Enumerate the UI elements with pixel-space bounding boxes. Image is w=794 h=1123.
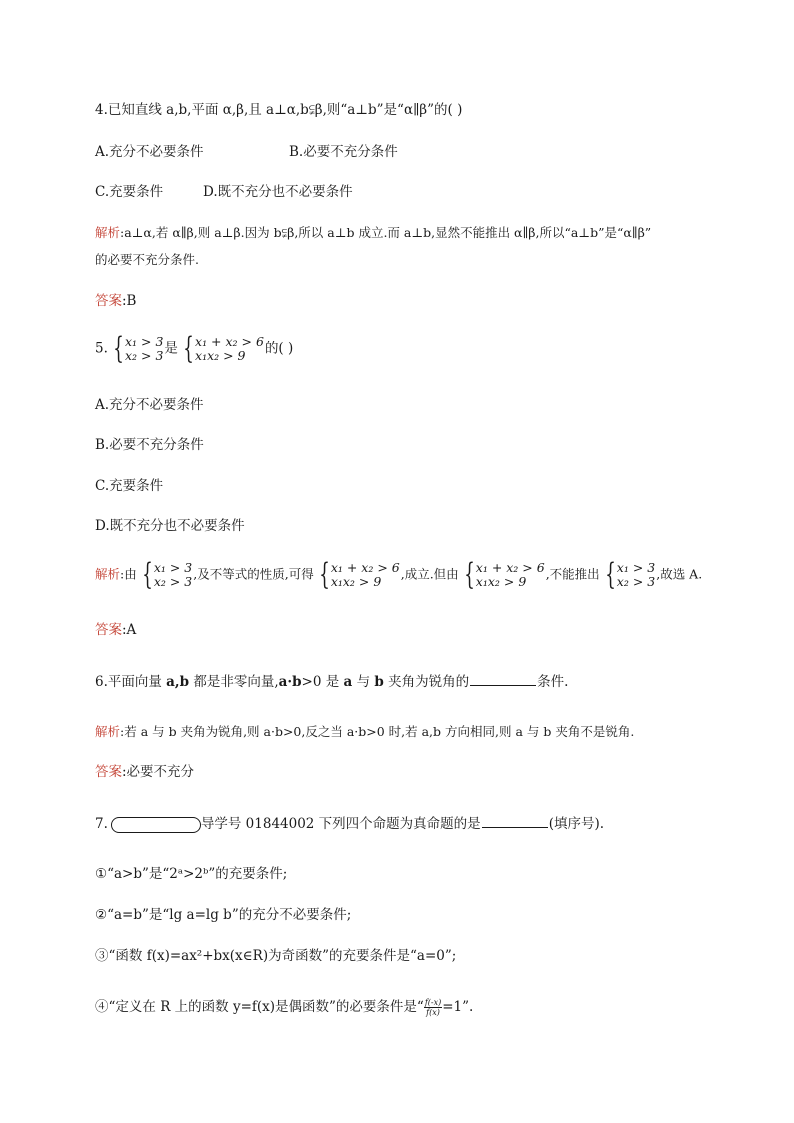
analysis-label: 解析 (95, 225, 121, 240)
analysis-label: 解析 (95, 566, 121, 582)
q4-answer-value: :B (122, 293, 137, 309)
q6-analysis (95, 723, 634, 741)
answer-label: 答案 (95, 764, 122, 780)
q5-system-b: { x₁ + x₂ > 6 x₁x₂ > 9 (183, 331, 264, 366)
q4-option-a: A.充分不必要条件 (95, 144, 204, 160)
q7-stem: 7. 导学号 01844002 下列四个命题为真命题的是 (填序号). (95, 816, 605, 832)
q5-option-b: B.必要不充分条件 (95, 437, 204, 453)
answer-label: 答案 (95, 293, 122, 309)
q5-answer-value: :A (122, 622, 137, 638)
q5-stem: 5. { x₁ > 3 x₂ > 3 是 { x₁ + x₂ > 6 x₁x₂ > 9 的( ) (95, 331, 294, 366)
q5-option-a: A.充分不必要条件 (95, 397, 204, 413)
q6-answer-value: :必要不充分 (122, 764, 195, 780)
q5-option-d: D.既不充分也不必要条件 (95, 518, 245, 534)
q4-analysis-line1 (95, 224, 651, 242)
q4-option-b: B.必要不充分条件 (289, 144, 398, 160)
q4-option-d: D.既不充分也不必要条件 (203, 184, 353, 200)
q7-item-3: ③“函数 f(x)=ax²+bx(x∈R)为奇函数”的充要条件是“a=0”; (95, 948, 457, 964)
q4-analysis-line2: 的必要不充分条件. (95, 252, 199, 267)
q5-option-c: C.充要条件 (95, 478, 164, 494)
q4-answer (95, 292, 136, 310)
q5-system-a: { x₁ > 3 x₂ > 3 (113, 331, 164, 366)
fraction: $\frac{f(-x)}{f(x)}$ (424, 998, 442, 1017)
q4-option-c: C.充要条件 (95, 184, 164, 200)
q4-analysis-text: :a⊥α,若 α∥β,则 a⊥β.因为 b⫋β,所以 a⊥b 成立.而 a⊥b,显然不能推出 α∥β,所以“a⊥b”是“α∥β” (120, 225, 652, 240)
answer-label: 答案 (95, 622, 122, 638)
q6-answer (95, 763, 194, 781)
analysis-label: 解析 (95, 724, 121, 739)
q6-analysis-text: :若 a 与 b 夹角为锐角,则 a·b>0,反之当 a·b>0 时,若 a,b 方向相同,则 a 与 b 夹角不是锐角. (120, 724, 635, 739)
q7-item-1: ①“a>b”是“2ᵃ>2ᵇ”的充要条件; (95, 866, 288, 882)
guide-number-badge (111, 817, 201, 833)
q6-stem: 6.平面向量 a,b 都是非零向量,a·b>0 是 a 与 b 夹角为锐角的 条件. (95, 674, 569, 690)
q7-item-2: ②“a=b”是“lg a=lg b”的充分不必要条件; (95, 907, 352, 923)
q5-number: 5. (95, 340, 108, 357)
q7-answer-blank[interactable] (482, 815, 548, 828)
q6-answer-blank[interactable] (470, 673, 536, 686)
q7-item-4: ④“定义在 R 上的函数 y=f(x)是偶函数”的必要条件是“ $\frac{f(-x)}{f(x)}$ =1”. (95, 998, 474, 1017)
q5-analysis: 解析:由 { x₁ > 3 x₂ > 3 ,及不等式的性质,可得 { x₁ + x₂ > 6 x₁x₂ > 9 ,成立.但由 { x₁ + x₂ > 6 x₁x₂ > 9 ,不能推出 { x₁ > 3 x₂ > 3 ,故选 A. (95, 557, 703, 592)
q4-stem: 4.已知直线 a,b,平面 α,β,且 a⊥α,b⫋β,则“a⊥b”是“α∥β”的( ) (95, 102, 463, 118)
q5-answer (95, 621, 136, 639)
